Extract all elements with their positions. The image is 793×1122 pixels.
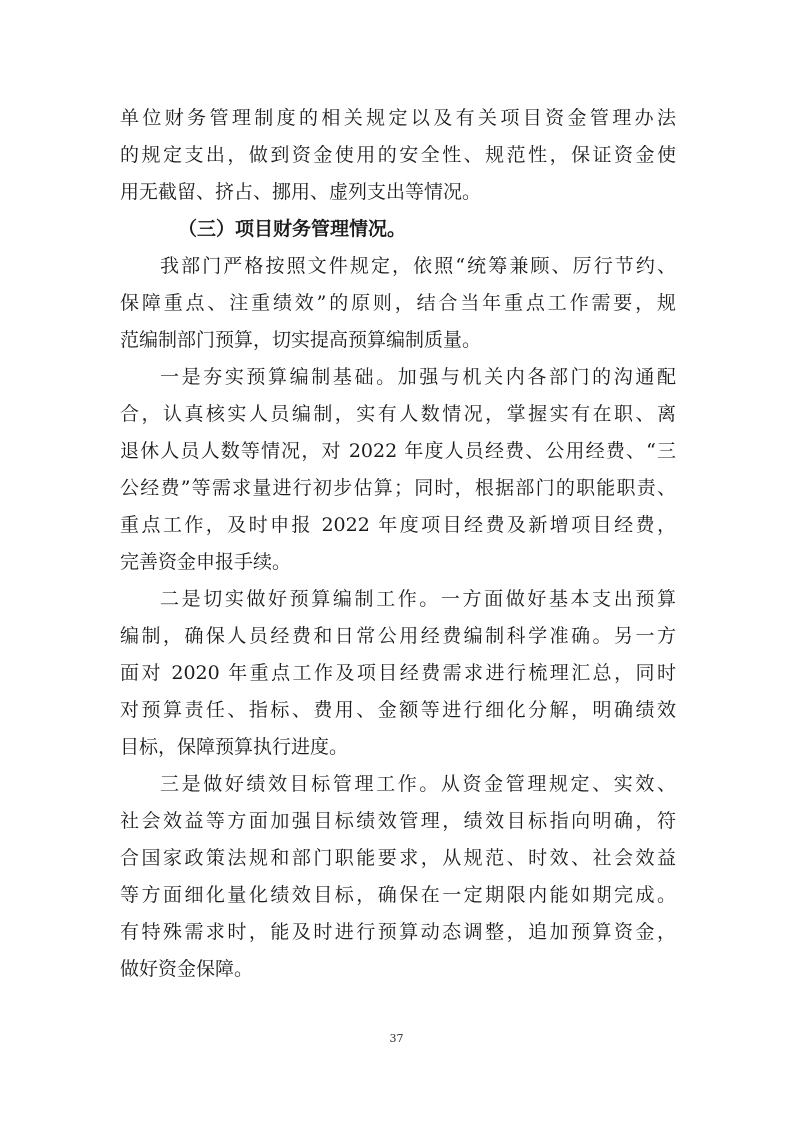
paragraph-line: 公经费”等需求量进行初步估算；同时，根据部门的职能职责、 <box>120 477 676 499</box>
paragraph-line: 目标，保障预算执行进度。 <box>120 736 349 758</box>
paragraph-line: 一是夯实预算编制基础。加强与机关内各部门的沟通配 <box>160 366 676 388</box>
paragraph-line: 社会效益等方面加强目标绩效管理，绩效目标指向明确，符 <box>120 810 676 832</box>
paragraph-line: 面对 2020 年重点工作及项目经费需求进行梳理汇总，同时 <box>120 662 676 684</box>
paragraph-line: 退休人员人数等情况，对 2022 年度人员经费、公用经费、“三 <box>120 440 676 462</box>
paragraph-line: 三是做好绩效目标管理工作。从资金管理规定、实效、 <box>160 773 676 795</box>
document-body <box>120 100 676 988</box>
paragraph-line: 二是切实做好预算编制工作。一方面做好基本支出预算 <box>160 588 676 610</box>
paragraph-line: 编制，确保人员经费和日常公用经费编制科学准确。另一方 <box>120 625 676 647</box>
page-number: 37 <box>389 1032 404 1045</box>
paragraph-line: 我部门严格按照文件规定，依照“统筹兼顾、厉行节约、 <box>160 255 676 277</box>
paragraph-line: 有特殊需求时，能及时进行预算动态调整，追加预算资金， <box>120 921 676 943</box>
paragraph-line: 对预算责任、指标、费用、金额等进行细化分解，明确绩效 <box>120 699 676 721</box>
paragraph-line: 重点工作，及时申报 2022 年度项目经费及新增项目经费， <box>120 514 676 536</box>
paragraph-line: 单位财务管理制度的相关规定以及有关项目资金管理办法 <box>120 107 676 129</box>
paragraph-line: 合国家政策法规和部门职能要求，从规范、时效、社会效益 <box>120 847 676 869</box>
paragraph-line: 的规定支出，做到资金使用的安全性、规范性，保证资金使 <box>120 144 676 166</box>
paragraph-line: 保障重点、注重绩效”的原则，结合当年重点工作需要，规 <box>120 292 676 314</box>
paragraph-line: 做好资金保障。 <box>120 958 254 980</box>
paragraph-line: 范编制部门预算，切实提高预算编制质量。 <box>120 329 482 351</box>
paragraph-line: 用无截留、挤占、挪用、虚列支出等情况。 <box>120 181 482 203</box>
paragraph-line: 等方面细化量化绩效目标，确保在一定期限内能如期完成。 <box>120 884 676 906</box>
paragraph-line: 完善资金申报手续。 <box>120 551 292 573</box>
paragraph-line: 合，认真核实人员编制，实有人数情况，掌握实有在职、离 <box>120 403 676 425</box>
section-heading: （三）项目财务管理情况。 <box>178 218 407 240</box>
